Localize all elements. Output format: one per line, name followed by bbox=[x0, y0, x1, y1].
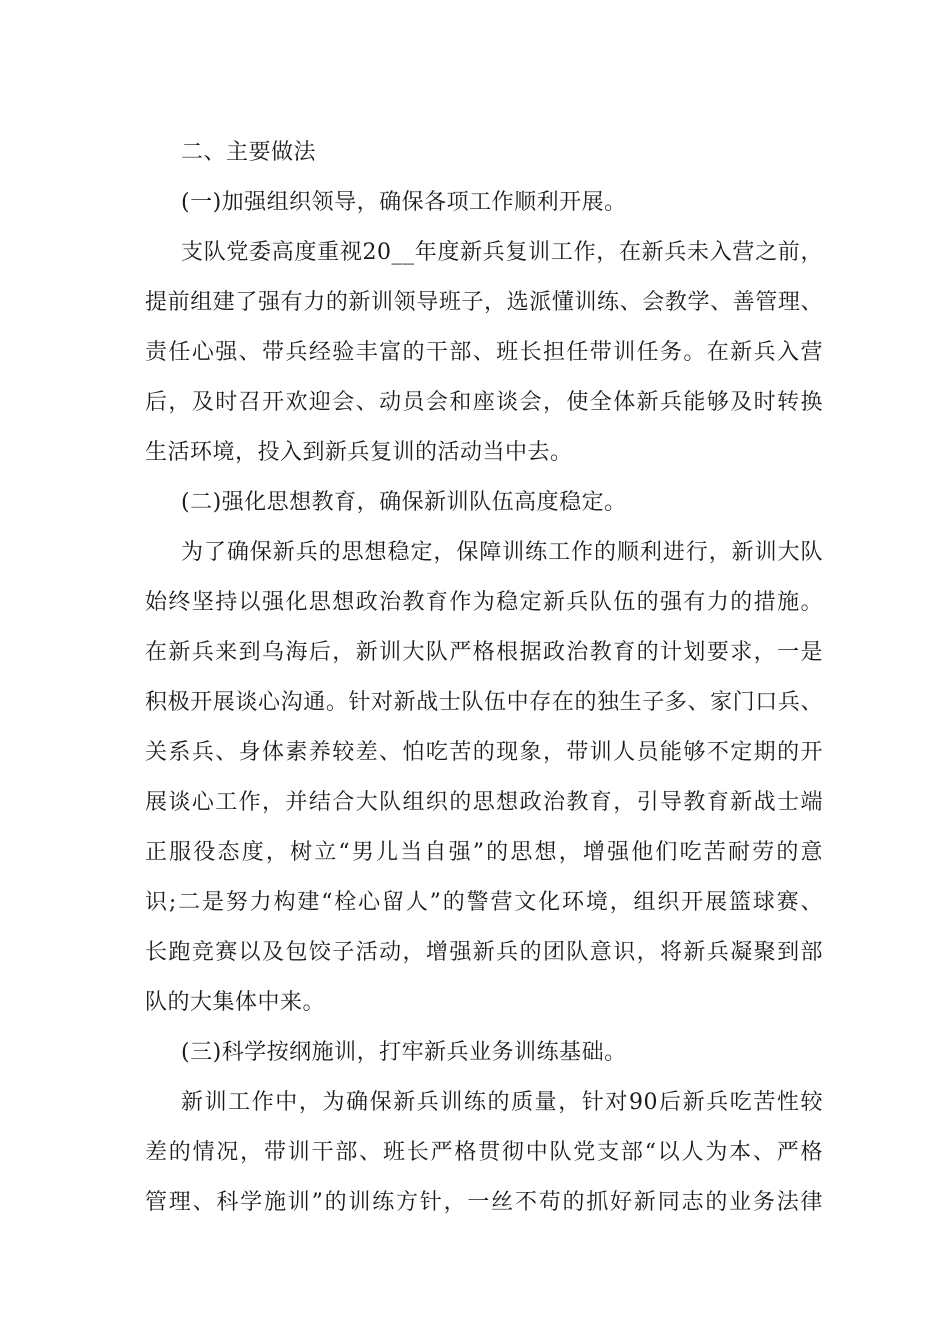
paragraph-line: 责任心强、带兵经验丰富的干部、班长担任带训任务。在新兵入营 bbox=[145, 340, 823, 365]
paragraph-line: 始终坚持以强化思想政治教育作为稳定新兵队伍的强有力的措施。 bbox=[145, 590, 823, 615]
section-heading: 二、主要做法 bbox=[181, 140, 317, 165]
paragraph-line: 提前组建了强有力的新训领导班子，选派懂训练、会教学、善管理、 bbox=[145, 290, 823, 315]
paragraph-line: 识;二是努力构建“栓心留人”的警营文化环境，组织开展篮球赛、 bbox=[145, 890, 823, 915]
paragraph-line: 差的情况，带训干部、班长严格贯彻中队党支部“以人为本、严格 bbox=[145, 1140, 823, 1165]
paragraph-line: 关系兵、身体素养较差、怕吃苦的现象，带训人员能够不定期的开 bbox=[145, 740, 823, 765]
paragraph-line: 在新兵来到乌海后，新训大队严格根据政治教育的计划要求，一是 bbox=[145, 640, 823, 665]
subsection-heading-1: (一)加强组织领导，确保各项工作顺利开展。 bbox=[181, 190, 627, 215]
paragraph-line: 支队党委高度重视20__年度新兵复训工作，在新兵未入营之前， bbox=[181, 240, 823, 265]
paragraph-line: 生活环境，投入到新兵复训的活动当中去。 bbox=[145, 440, 573, 465]
paragraph-1 bbox=[145, 228, 823, 478]
paragraph-line: 管理、科学施训”的训练方针，一丝不苟的抓好新同志的业务法律 bbox=[145, 1190, 823, 1215]
paragraph-line: 正服役态度，树立“男儿当自强”的思想，增强他们吃苦耐劳的意 bbox=[145, 840, 823, 865]
paragraph-line: 后，及时召开欢迎会、动员会和座谈会，使全体新兵能够及时转换 bbox=[145, 390, 823, 415]
paragraph-line: 展谈心工作，并结合大队组织的思想政治教育，引导教育新战士端 bbox=[145, 790, 823, 815]
paragraph-3 bbox=[145, 1078, 823, 1228]
paragraph-line: 新训工作中，为确保新兵训练的质量，针对90后新兵吃苦性较 bbox=[181, 1090, 823, 1115]
paragraph-2 bbox=[145, 528, 823, 1028]
document-body bbox=[145, 128, 823, 1228]
paragraph-line: 为了确保新兵的思想稳定，保障训练工作的顺利进行，新训大队 bbox=[181, 540, 823, 565]
subsection-heading-3: (三)科学按纲施训，打牢新兵业务训练基础。 bbox=[181, 1040, 627, 1065]
paragraph-line: 积极开展谈心沟通。针对新战士队伍中存在的独生子多、家门口兵、 bbox=[145, 690, 823, 715]
paragraph-line: 队的大集体中来。 bbox=[145, 990, 326, 1015]
paragraph-line: 长跑竞赛以及包饺子活动，增强新兵的团队意识，将新兵凝聚到部 bbox=[145, 940, 823, 965]
subsection-heading-2: (二)强化思想教育，确保新训队伍高度稳定。 bbox=[181, 490, 627, 515]
